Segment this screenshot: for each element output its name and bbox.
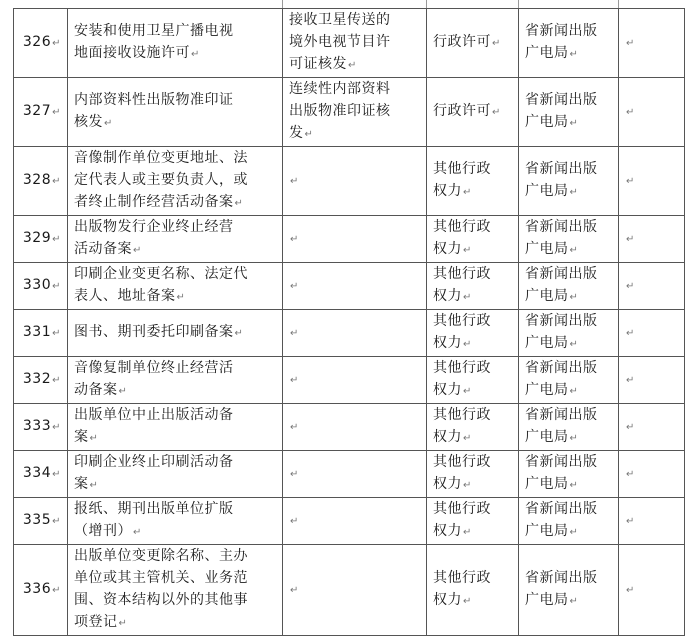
paragraph-mark-icon: ↵ [348, 60, 357, 71]
table-row [14, 310, 685, 357]
item-name-cell [68, 147, 283, 216]
paragraph-mark-icon: ↵ [626, 328, 635, 339]
row-number [14, 545, 68, 636]
paragraph-mark-icon: ↵ [52, 281, 61, 292]
item-name-cell [68, 357, 283, 404]
row-number-text: 334 [22, 465, 52, 481]
item-name-cell [68, 9, 283, 78]
row-number [14, 147, 68, 216]
paragraph-mark-icon: ↵ [52, 516, 61, 527]
paragraph-mark-icon: ↵ [463, 480, 472, 491]
item-name-cell [68, 216, 283, 263]
department-cell-text: 省新闻出版 广电局 [525, 92, 598, 130]
remark-cell [619, 404, 685, 451]
row-number [14, 263, 68, 310]
paragraph-mark-icon: ↵ [569, 49, 579, 60]
item-name-cell [68, 451, 283, 498]
item-name-cell-text: 图书、期刊委托印刷备案 [74, 324, 234, 340]
department-cell-text: 省新闻出版 广电局 [525, 360, 598, 398]
department-cell [519, 147, 619, 216]
paragraph-mark-icon: ↵ [52, 107, 61, 118]
power-type-cell [427, 451, 519, 498]
paragraph-mark-icon: ↵ [463, 339, 472, 350]
paragraph-mark-icon: ↵ [52, 38, 61, 49]
department-cell-text: 省新闻出版 广电局 [525, 266, 598, 304]
paragraph-mark-icon: ↵ [626, 281, 635, 292]
row-number [14, 404, 68, 451]
item-name-cell-text: 安装和使用卫星广播电视 地面接收设施许可 [74, 23, 234, 61]
row-number-text: 335 [22, 512, 52, 528]
sub-item-cell-text: 连续性内部资料 出版物准印证核 发 [289, 81, 391, 141]
paragraph-mark-icon: ↵ [290, 585, 299, 596]
department-cell-text: 省新闻出版 广电局 [525, 313, 598, 351]
table-row [14, 263, 685, 310]
row-number [14, 9, 68, 78]
power-type-cell [427, 216, 519, 263]
paragraph-mark-icon: ↵ [118, 386, 128, 397]
department-cell-text: 省新闻出版 广电局 [525, 23, 598, 61]
department-cell [519, 263, 619, 310]
row-number-text: 331 [22, 324, 52, 340]
power-type-cell-text: 其他行政 权力 [433, 219, 491, 257]
paragraph-mark-icon: ↵ [52, 328, 61, 339]
item-name-cell-text: 音像制作单位变更地址、法 定代表人或主要负责人，或 者终止制作经营活动备案 [74, 150, 248, 210]
paragraph-mark-icon: ↵ [569, 480, 579, 491]
paragraph-mark-icon: ↵ [191, 49, 200, 60]
sub-item-cell [283, 216, 427, 263]
row-number-text: 330 [22, 277, 52, 293]
department-cell [519, 216, 619, 263]
sub-item-cell [283, 451, 427, 498]
power-type-cell [427, 9, 519, 78]
item-name-cell [68, 545, 283, 636]
paragraph-mark-icon: ↵ [463, 245, 472, 256]
department-cell [519, 404, 619, 451]
row-number [14, 498, 68, 545]
power-type-cell-text: 其他行政 权力 [433, 454, 491, 492]
paragraph-mark-icon: ↵ [89, 433, 99, 444]
paragraph-mark-icon: ↵ [569, 292, 579, 303]
paragraph-mark-icon: ↵ [234, 328, 244, 339]
table-row [14, 9, 685, 78]
table-row [14, 216, 685, 263]
remark-cell [619, 451, 685, 498]
paragraph-mark-icon: ↵ [626, 107, 635, 118]
paragraph-mark-icon: ↵ [290, 328, 299, 339]
paragraph-mark-icon: ↵ [290, 469, 299, 480]
row-number [14, 310, 68, 357]
sub-item-cell [283, 78, 427, 147]
sub-item-cell-text: 接收卫星传送的 境外电视节目许 可证核发 [289, 12, 391, 72]
paragraph-mark-icon: ↵ [290, 176, 299, 187]
paragraph-mark-icon: ↵ [463, 433, 472, 444]
department-cell [519, 498, 619, 545]
power-type-cell [427, 310, 519, 357]
paragraph-mark-icon: ↵ [52, 585, 61, 596]
remark-cell [619, 263, 685, 310]
power-type-cell-text: 其他行政 权力 [433, 161, 491, 199]
paragraph-mark-icon: ↵ [104, 118, 113, 129]
paragraph-mark-icon: ↵ [463, 596, 472, 607]
paragraph-mark-icon: ↵ [463, 292, 472, 303]
department-cell [519, 451, 619, 498]
remark-cell [619, 147, 685, 216]
table-row [14, 404, 685, 451]
power-type-cell-text: 其他行政 权力 [433, 266, 491, 304]
sub-item-cell [283, 9, 427, 78]
paragraph-mark-icon: ↵ [492, 107, 501, 118]
remark-cell [619, 310, 685, 357]
row-number-text: 326 [22, 34, 52, 50]
paragraph-mark-icon: ↵ [569, 386, 579, 397]
power-type-cell [427, 498, 519, 545]
sub-item-cell [283, 545, 427, 636]
paragraph-mark-icon: ↵ [133, 527, 142, 538]
department-cell [519, 310, 619, 357]
paragraph-mark-icon: ↵ [234, 198, 244, 209]
department-cell-text: 省新闻出版 广电局 [525, 570, 598, 608]
item-name-cell-text: 出版物发行企业终止经营 活动备案 [74, 219, 234, 257]
row-number [14, 357, 68, 404]
sub-item-cell [283, 310, 427, 357]
table-row [14, 147, 685, 216]
item-name-cell-text: 印刷企业终止印刷活动备 案 [74, 454, 234, 492]
item-name-cell [68, 78, 283, 147]
paragraph-mark-icon: ↵ [290, 422, 299, 433]
item-name-cell-text: 出版单位中止出版活动备 案 [74, 407, 234, 445]
remark-cell [619, 545, 685, 636]
power-type-cell [427, 263, 519, 310]
paragraph-mark-icon: ↵ [89, 480, 99, 491]
power-type-cell-text: 其他行政 权力 [433, 360, 491, 398]
item-name-cell [68, 310, 283, 357]
table-row [14, 451, 685, 498]
power-type-cell-text: 其他行政 权力 [433, 570, 491, 608]
row-number-text: 332 [22, 371, 52, 387]
row-number [14, 216, 68, 263]
paragraph-mark-icon: ↵ [290, 234, 299, 245]
row-number-text: 333 [22, 418, 52, 434]
item-name-cell-text: 内部资料性出版物准印证 核发 [74, 92, 234, 130]
row-number [14, 78, 68, 147]
item-name-cell [68, 263, 283, 310]
power-type-cell [427, 545, 519, 636]
remark-cell [619, 9, 685, 78]
item-name-cell-text: 报纸、期刊出版单位扩版 （增刊） [74, 501, 234, 539]
row-number-text: 327 [22, 103, 52, 119]
department-cell-text: 省新闻出版 广电局 [525, 161, 598, 199]
paragraph-mark-icon: ↵ [118, 618, 128, 629]
power-type-cell [427, 404, 519, 451]
remark-cell [619, 78, 685, 147]
paragraph-mark-icon: ↵ [626, 375, 635, 386]
item-name-cell-text: 印刷企业变更名称、法定代 表人、地址备案 [74, 266, 248, 304]
paragraph-mark-icon: ↵ [176, 292, 186, 303]
item-name-cell [68, 404, 283, 451]
paragraph-mark-icon: ↵ [569, 187, 579, 198]
department-cell-text: 省新闻出版 广电局 [525, 454, 598, 492]
department-cell [519, 357, 619, 404]
remark-cell [619, 357, 685, 404]
paragraph-mark-icon: ↵ [52, 375, 61, 386]
paragraph-mark-icon: ↵ [569, 596, 579, 607]
paragraph-mark-icon: ↵ [52, 234, 61, 245]
paragraph-mark-icon: ↵ [304, 129, 314, 140]
paragraph-mark-icon: ↵ [569, 527, 579, 538]
remark-cell [619, 498, 685, 545]
row-number-text: 328 [22, 172, 52, 188]
row-number [14, 451, 68, 498]
power-type-cell-text: 其他行政 权力 [433, 501, 491, 539]
power-type-cell [427, 357, 519, 404]
paragraph-mark-icon: ↵ [626, 469, 635, 480]
item-name-cell-text: 音像复制单位终止经营活 动备案 [74, 360, 234, 398]
table-row [14, 78, 685, 147]
row-number-text: 336 [22, 581, 52, 597]
sub-item-cell [283, 498, 427, 545]
power-type-cell-text: 行政许可 [433, 103, 491, 119]
paragraph-mark-icon: ↵ [569, 118, 579, 129]
power-type-cell [427, 147, 519, 216]
remark-cell [619, 216, 685, 263]
paragraph-mark-icon: ↵ [626, 38, 635, 49]
sub-item-cell [283, 404, 427, 451]
paragraph-mark-icon: ↵ [133, 245, 142, 256]
paragraph-mark-icon: ↵ [626, 516, 635, 527]
paragraph-mark-icon: ↵ [569, 245, 579, 256]
power-type-cell [427, 78, 519, 147]
table-row [14, 545, 685, 636]
paragraph-mark-icon: ↵ [626, 176, 635, 187]
paragraph-mark-icon: ↵ [290, 281, 299, 292]
department-cell-text: 省新闻出版 广电局 [525, 501, 598, 539]
paragraph-mark-icon: ↵ [569, 339, 579, 350]
table-row [14, 357, 685, 404]
department-cell [519, 78, 619, 147]
power-type-cell-text: 行政许可 [433, 34, 491, 50]
paragraph-mark-icon: ↵ [492, 38, 501, 49]
department-cell [519, 545, 619, 636]
sub-item-cell [283, 357, 427, 404]
table-row [14, 498, 685, 545]
sub-item-cell [283, 263, 427, 310]
power-list-table [13, 8, 685, 636]
paragraph-mark-icon: ↵ [626, 234, 635, 245]
paragraph-mark-icon: ↵ [463, 386, 472, 397]
paragraph-mark-icon: ↵ [52, 176, 61, 187]
row-number-text: 329 [22, 230, 52, 246]
paragraph-mark-icon: ↵ [463, 527, 472, 538]
paragraph-mark-icon: ↵ [290, 516, 299, 527]
paragraph-mark-icon: ↵ [626, 585, 635, 596]
department-cell-text: 省新闻出版 广电局 [525, 407, 598, 445]
paragraph-mark-icon: ↵ [52, 469, 61, 480]
paragraph-mark-icon: ↵ [463, 187, 472, 198]
power-type-cell-text: 其他行政 权力 [433, 313, 491, 351]
paragraph-mark-icon: ↵ [626, 422, 635, 433]
department-cell-text: 省新闻出版 广电局 [525, 219, 598, 257]
paragraph-mark-icon: ↵ [569, 433, 579, 444]
item-name-cell [68, 498, 283, 545]
power-type-cell-text: 其他行政 权力 [433, 407, 491, 445]
paragraph-mark-icon: ↵ [290, 375, 299, 386]
department-cell [519, 9, 619, 78]
sub-item-cell [283, 147, 427, 216]
paragraph-mark-icon: ↵ [52, 422, 61, 433]
item-name-cell-text: 出版单位变更除名称、主办 单位或其主管机关、业务范 围、资本结构以外的其他事 项登记 [74, 548, 248, 630]
